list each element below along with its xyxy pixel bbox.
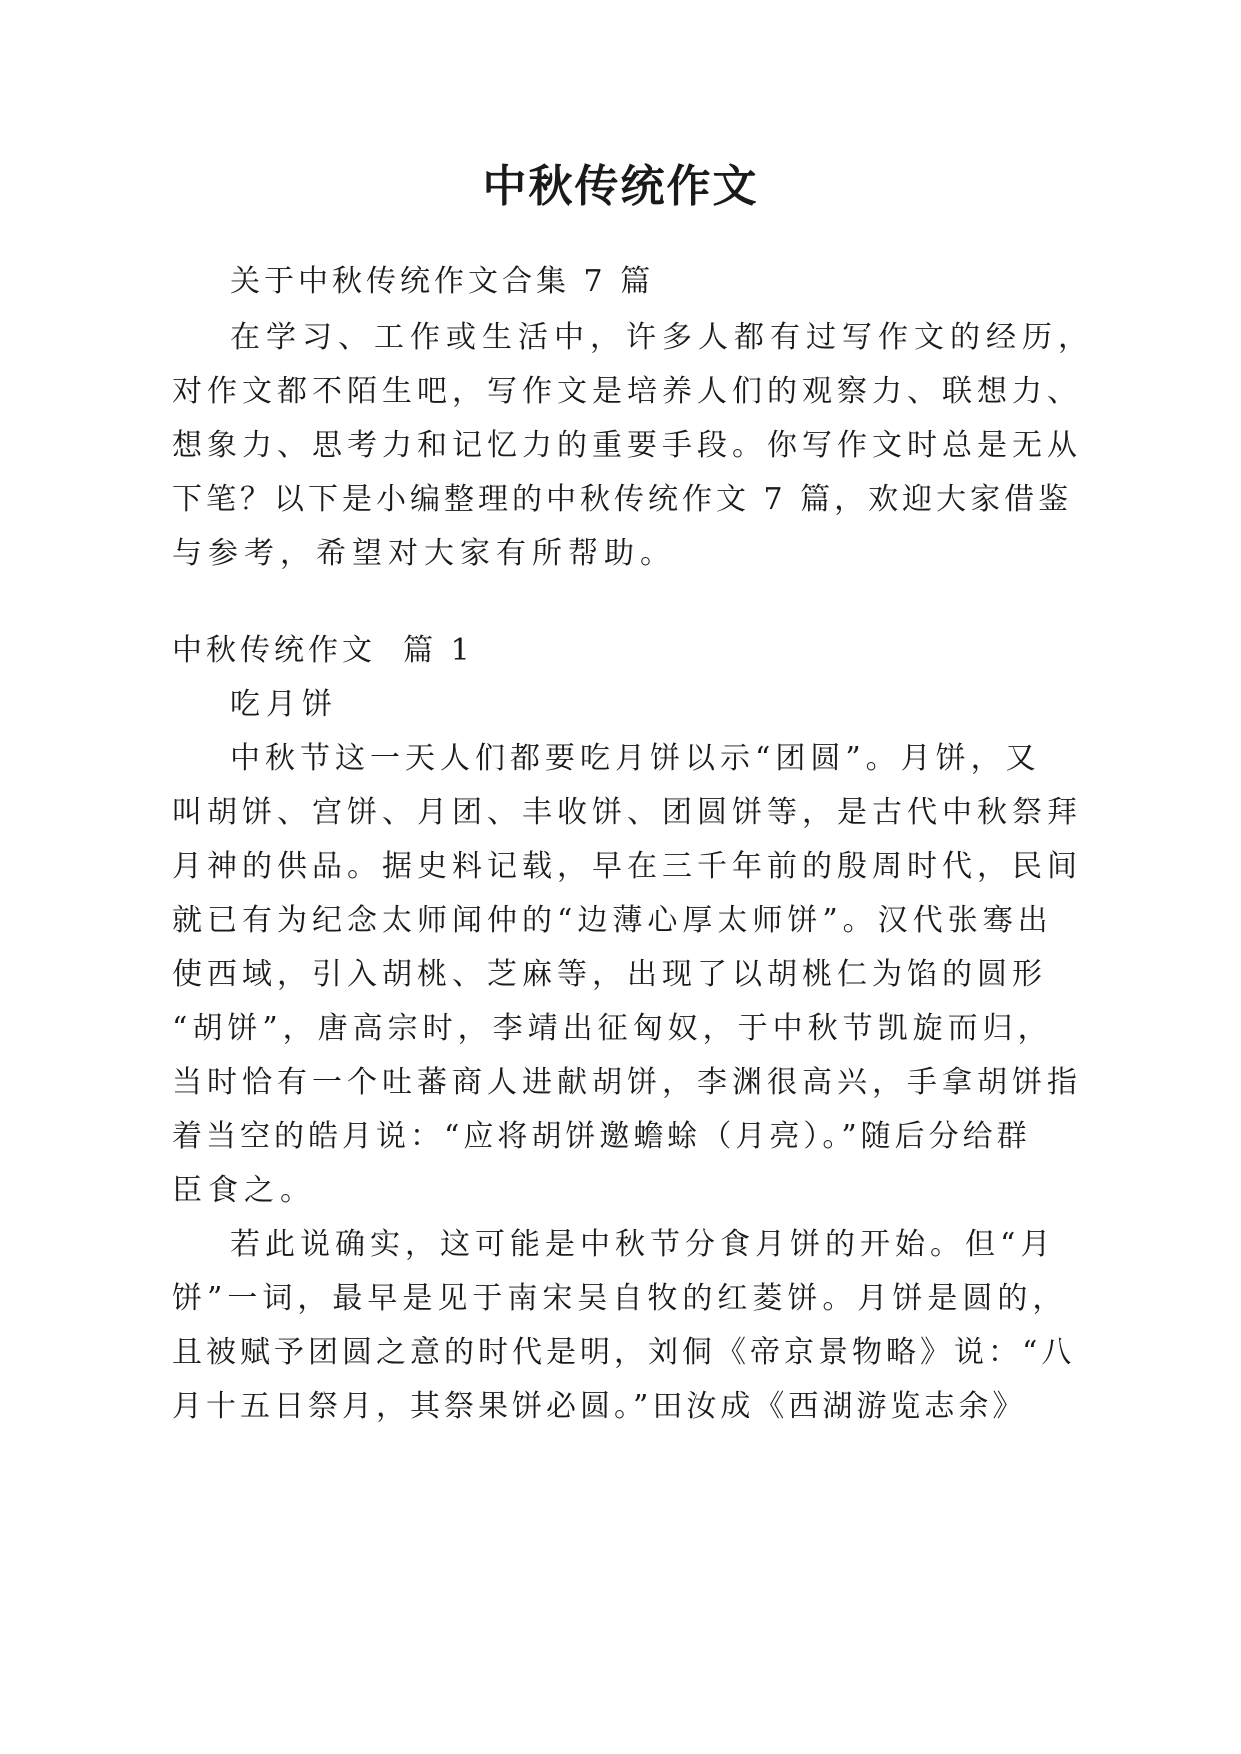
paragraph-line: 着当空的皓月说：“应将胡饼邀蟾蜍（月亮）。”随后分给群	[172, 1119, 1031, 1154]
paragraph-line: 想象力、思考力和记忆力的重要手段。你写作文时总是无从	[172, 428, 1082, 463]
subsection-heading: 吃月饼	[230, 687, 338, 722]
paragraph-line: 下笔？以下是小编整理的中秋传统作文 7 篇，欢迎大家借鉴	[172, 482, 1073, 517]
paragraph-line: 对作文都不陌生吧，写作文是培养人们的观察力、联想力、	[172, 374, 1082, 409]
paragraph-line: 当时恰有一个吐蕃商人进献胡饼，李渊很高兴，手拿胡饼指	[172, 1065, 1082, 1100]
section-heading: 中秋传统作文 篇 1	[172, 633, 474, 668]
paragraph-line: 使西域，引入胡桃、芝麻等，出现了以胡桃仁为馅的圆形	[172, 957, 1047, 992]
paragraph-line: 月神的供品。据史料记载，早在三千年前的殷周时代，民间	[172, 849, 1082, 884]
paragraph-line: 若此说确实，这可能是中秋节分食月饼的开始。但“月	[230, 1227, 1056, 1262]
intro-heading: 关于中秋传统作文合集 7 篇	[230, 264, 655, 299]
paragraph-line: 叫胡饼、宫饼、月团、丰收饼、团圆饼等，是古代中秋祭拜	[172, 795, 1082, 830]
paragraph-line: 与参考，希望对大家有所帮助。	[172, 536, 676, 571]
paragraph-line: 且被赋予团圆之意的时代是明，刘侗《帝京景物略》说：“八	[172, 1335, 1076, 1370]
document-title: 中秋传统作文	[482, 161, 759, 212]
paragraph-line: 中秋节这一天人们都要吃月饼以示“团圆”。月饼，又	[230, 741, 1041, 776]
paragraph-line: 月十五日祭月，其祭果饼必圆。”田汝成《西湖游览志余》	[172, 1389, 1027, 1424]
paragraph-line: 臣食之。	[172, 1173, 316, 1208]
paragraph-line: 在学习、工作或生活中，许多人都有过写作文的经历，	[230, 320, 1094, 355]
paragraph-line: “胡饼”，唐高宗时，李靖出征匈奴，于中秋节凯旋而归，	[172, 1011, 1053, 1046]
paragraph-line: 饼”一词，最早是见于南宋吴自牧的红菱饼。月饼是圆的，	[172, 1281, 1068, 1316]
paragraph-line: 就已有为纪念太师闻仲的“边薄心厚太师饼”。汉代张骞出	[172, 903, 1053, 938]
